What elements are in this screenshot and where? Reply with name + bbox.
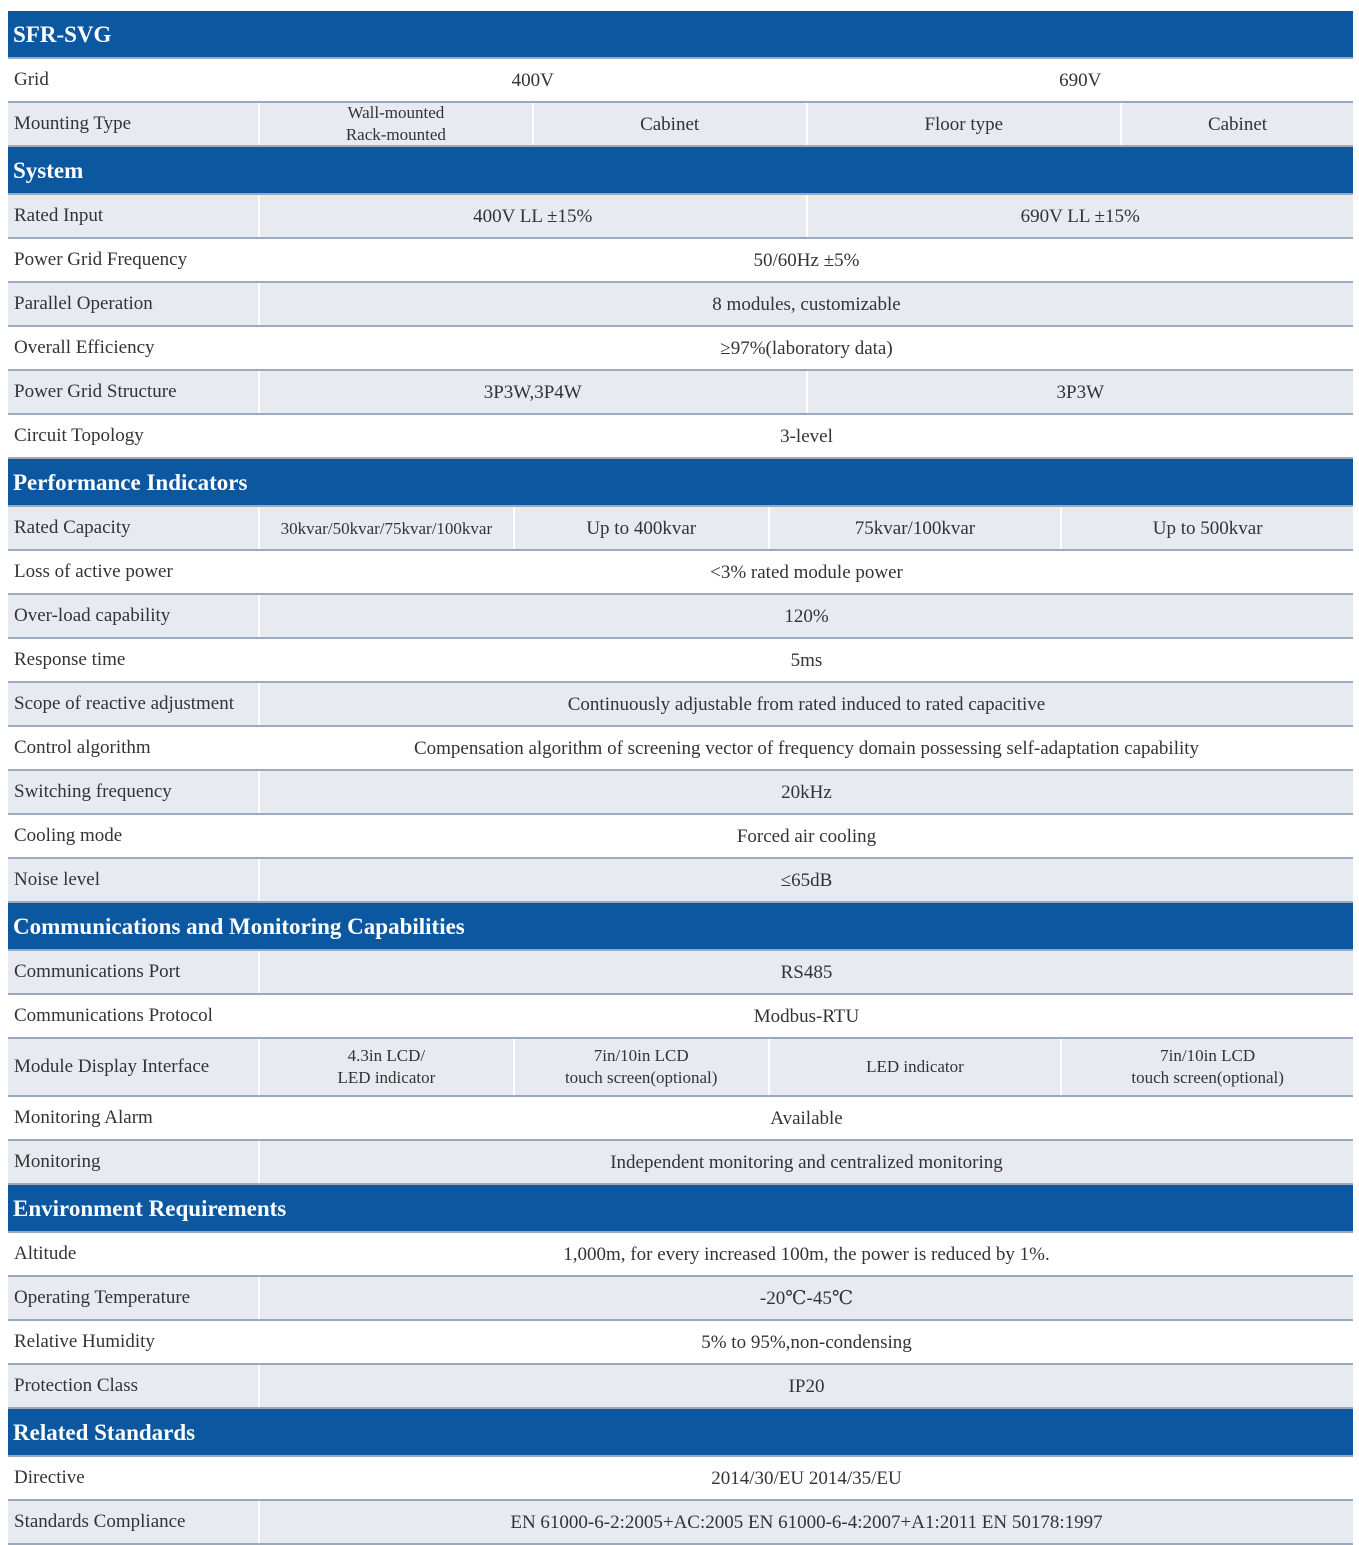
spec-value: ≤65dB xyxy=(258,859,1353,901)
spec-value: Independent monitoring and centralized monitoring xyxy=(258,1141,1353,1183)
section-header-communications-and-monitoring-capabilities: Communications and Monitoring Capabilities xyxy=(8,903,1353,951)
spec-values xyxy=(258,995,1353,1037)
spec-row-overall-efficiency xyxy=(8,327,1353,371)
spec-row-switching-frequency xyxy=(8,771,1353,815)
spec-value: 30kvar/50kvar/75kvar/100kvar xyxy=(258,507,513,549)
spec-value: Continuously adjustable from rated induced to rated capacitive xyxy=(258,683,1353,725)
spec-values xyxy=(258,1365,1353,1407)
spec-label: Altitude xyxy=(14,1243,77,1264)
spec-value: -20℃-45℃ xyxy=(258,1277,1353,1319)
spec-label: Monitoring Alarm xyxy=(14,1107,153,1128)
spec-value: Compensation algorithm of screening vector of frequency domain possessing self-adaptation capability xyxy=(258,727,1353,769)
spec-value: 5% to 95%,non-condensing xyxy=(258,1321,1353,1363)
spec-value: Cabinet xyxy=(532,103,806,145)
spec-values xyxy=(258,283,1353,325)
spec-label: Protection Class xyxy=(8,1365,258,1407)
spec-table xyxy=(8,11,1353,1545)
spec-values xyxy=(258,1457,1353,1499)
spec-row-mounting-type xyxy=(8,103,1353,147)
spec-row-control-algorithm xyxy=(8,727,1353,771)
spec-values xyxy=(258,815,1353,857)
section-header-sfr-svg: SFR-SVG xyxy=(8,11,1353,59)
spec-values xyxy=(258,507,1353,549)
spec-label: Directive xyxy=(14,1467,85,1488)
spec-row-monitoring-alarm xyxy=(8,1097,1353,1141)
spec-value: 3-level xyxy=(258,415,1353,457)
spec-values xyxy=(258,1097,1353,1139)
spec-row-over-load-capability xyxy=(8,595,1353,639)
spec-label: Control algorithm xyxy=(14,737,151,758)
spec-value: 2014/30/EU 2014/35/EU xyxy=(258,1457,1353,1499)
spec-row-circuit-topology xyxy=(8,415,1353,459)
spec-row-directive xyxy=(8,1457,1353,1501)
spec-label: Monitoring xyxy=(8,1141,258,1183)
spec-label: Rated Input xyxy=(8,195,258,237)
spec-values xyxy=(258,1039,1353,1095)
spec-value: ≥97%(laboratory data) xyxy=(258,327,1353,369)
spec-row-protection-class xyxy=(8,1365,1353,1409)
spec-row-scope-of-reactive-adjustment xyxy=(8,683,1353,727)
spec-values xyxy=(258,1141,1353,1183)
spec-row-communications-protocol xyxy=(8,995,1353,1039)
spec-values xyxy=(258,595,1353,637)
spec-row-operating-temperature xyxy=(8,1277,1353,1321)
spec-values xyxy=(258,551,1353,593)
spec-label: Scope of reactive adjustment xyxy=(8,683,258,725)
spec-values xyxy=(258,415,1353,457)
spec-value: IP20 xyxy=(258,1365,1353,1407)
spec-values xyxy=(258,239,1353,281)
spec-value: 3P3W,3P4W xyxy=(258,371,806,413)
spec-values xyxy=(258,771,1353,813)
spec-label: Power Grid Frequency xyxy=(14,249,188,270)
spec-label: Circuit Topology xyxy=(14,425,144,446)
section-header-related-standards: Related Standards xyxy=(8,1409,1353,1457)
spec-value: Modbus-RTU xyxy=(258,995,1353,1037)
spec-values xyxy=(258,1501,1353,1543)
spec-label: Parallel Operation xyxy=(8,283,258,325)
spec-values xyxy=(258,327,1353,369)
spec-row-grid xyxy=(8,59,1353,103)
spec-label: Power Grid Structure xyxy=(8,371,258,413)
spec-row-cooling-mode xyxy=(8,815,1353,859)
spec-value: 8 modules, customizable xyxy=(258,283,1353,325)
spec-values xyxy=(258,1233,1353,1275)
spec-label: Relative Humidity xyxy=(14,1331,155,1352)
spec-row-monitoring xyxy=(8,1141,1353,1185)
spec-label: Communications Protocol xyxy=(14,1005,213,1026)
spec-label: Standards Compliance xyxy=(8,1501,258,1543)
spec-values xyxy=(258,103,1353,145)
spec-value: LED indicator xyxy=(768,1039,1061,1095)
spec-row-altitude xyxy=(8,1233,1353,1277)
spec-value: <3% rated module power xyxy=(258,551,1353,593)
spec-label: Mounting Type xyxy=(8,103,258,145)
spec-values xyxy=(258,1277,1353,1319)
spec-values xyxy=(258,1321,1353,1363)
section-header-environment-requirements: Environment Requirements xyxy=(8,1185,1353,1233)
spec-value: 400V xyxy=(258,59,806,101)
spec-row-communications-port xyxy=(8,951,1353,995)
spec-row-noise-level xyxy=(8,859,1353,903)
spec-label: Operating Temperature xyxy=(8,1277,258,1319)
spec-label: Over-load capability xyxy=(8,595,258,637)
spec-value: RS485 xyxy=(258,951,1353,993)
spec-label: Noise level xyxy=(8,859,258,901)
spec-row-rated-input xyxy=(8,195,1353,239)
spec-values xyxy=(258,59,1353,101)
spec-value: 50/60Hz ±5% xyxy=(258,239,1353,281)
spec-value: Available xyxy=(258,1097,1353,1139)
spec-value: 690V xyxy=(806,59,1354,101)
spec-value: 75kvar/100kvar xyxy=(768,507,1061,549)
spec-row-rated-capacity xyxy=(8,507,1353,551)
spec-value: 690V LL ±15% xyxy=(806,195,1354,237)
spec-value: 20kHz xyxy=(258,771,1353,813)
spec-value: 7in/10in LCD touch screen(optional) xyxy=(513,1039,768,1095)
spec-label: Cooling mode xyxy=(14,825,123,846)
spec-label: Loss of active power xyxy=(14,561,173,582)
spec-row-response-time xyxy=(8,639,1353,683)
spec-value: 3P3W xyxy=(806,371,1354,413)
spec-value: Cabinet xyxy=(1120,103,1353,145)
spec-row-power-grid-frequency xyxy=(8,239,1353,283)
spec-row-relative-humidity xyxy=(8,1321,1353,1365)
section-header-system: System xyxy=(8,147,1353,195)
spec-label: Module Display Interface xyxy=(8,1039,258,1095)
spec-value: Floor type xyxy=(806,103,1121,145)
spec-values xyxy=(258,683,1353,725)
spec-value: 4.3in LCD/ LED indicator xyxy=(258,1039,513,1095)
spec-label: Rated Capacity xyxy=(8,507,258,549)
section-header-performance-indicators: Performance Indicators xyxy=(8,459,1353,507)
spec-value: EN 61000-6-2:2005+AC:2005 EN 61000-6-4:2007+A1:2011 EN 50178:1997 xyxy=(258,1501,1353,1543)
spec-value: Up to 400kvar xyxy=(513,507,768,549)
spec-label: Communications Port xyxy=(8,951,258,993)
spec-row-power-grid-structure xyxy=(8,371,1353,415)
spec-row-parallel-operation xyxy=(8,283,1353,327)
spec-row-standards-compliance xyxy=(8,1501,1353,1545)
spec-values xyxy=(258,371,1353,413)
spec-value: 120% xyxy=(258,595,1353,637)
spec-value: 400V LL ±15% xyxy=(258,195,806,237)
spec-value: Forced air cooling xyxy=(258,815,1353,857)
spec-row-loss-of-active-power xyxy=(8,551,1353,595)
spec-values xyxy=(258,639,1353,681)
spec-value: 7in/10in LCD touch screen(optional) xyxy=(1060,1039,1353,1095)
spec-value: Wall-mounted Rack-mounted xyxy=(258,103,532,145)
spec-values xyxy=(258,951,1353,993)
spec-values xyxy=(258,195,1353,237)
spec-label: Overall Efficiency xyxy=(14,337,155,358)
spec-values xyxy=(258,727,1353,769)
spec-label: Grid xyxy=(14,69,49,90)
spec-values xyxy=(258,859,1353,901)
spec-value: 5ms xyxy=(258,639,1353,681)
spec-label: Switching frequency xyxy=(8,771,258,813)
spec-value: 1,000m, for every increased 100m, the power is reduced by 1%. xyxy=(258,1233,1353,1275)
spec-value: Up to 500kvar xyxy=(1060,507,1353,549)
spec-row-module-display-interface xyxy=(8,1039,1353,1097)
spec-label: Response time xyxy=(14,649,126,670)
